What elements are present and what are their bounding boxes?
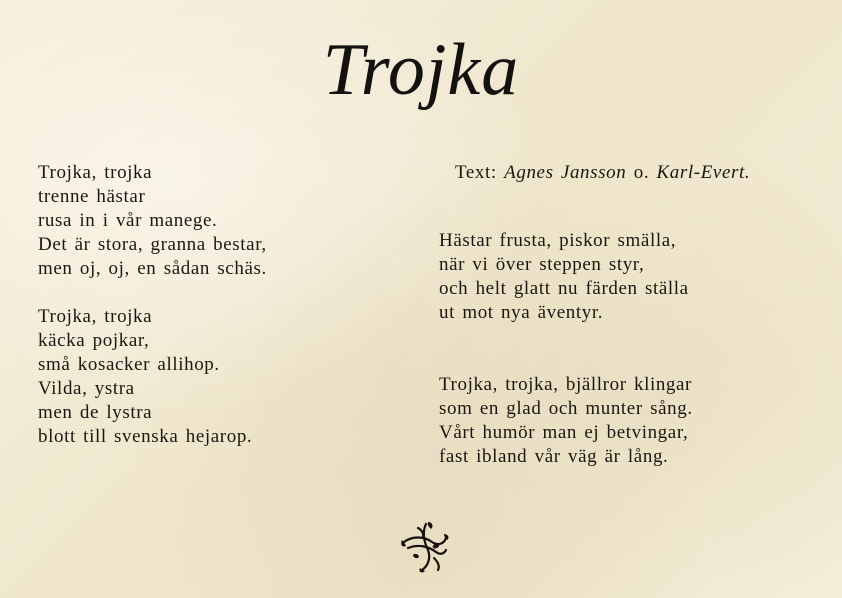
- stanza-3: [439, 229, 819, 325]
- stanza-1: [38, 161, 398, 281]
- verse-line: små kosacker allihop.: [38, 354, 220, 375]
- verse-line: rusa in i vår manege.: [38, 210, 218, 231]
- lyrics-credit: [455, 161, 835, 185]
- credit-conjunction: o.: [633, 162, 650, 183]
- verse-line: fast ibland vår väg är lång.: [439, 446, 669, 467]
- verse-line: och helt glatt nu färden ställa: [439, 278, 689, 299]
- verse-line: Trojka, trojka: [38, 306, 153, 327]
- verse-line: men oj, oj, en sådan schäs.: [38, 258, 267, 279]
- verse-line: ut mot nya äventyr.: [439, 302, 604, 323]
- stanza-4: [439, 373, 819, 469]
- page-title: Trojka: [322, 29, 520, 111]
- verse-line: Vilda, ystra: [38, 378, 135, 399]
- verse-line: Trojka, trojka: [38, 162, 153, 183]
- verse-line: käcka pojkar,: [38, 330, 150, 351]
- credit-author-2: Karl-Evert.: [656, 162, 751, 183]
- stanza-2: [38, 305, 398, 449]
- credit-author-1: Agnes Jansson: [504, 162, 627, 183]
- verse-line: när vi över steppen styr,: [439, 254, 645, 275]
- credit-prefix: Text:: [455, 162, 497, 183]
- verse-line: trenne hästar: [38, 186, 146, 207]
- verse-line: som en glad och munter sång.: [439, 398, 693, 419]
- verse-line: blott till svenska hejarop.: [38, 426, 253, 447]
- verse-line: Hästar frusta, piskor smälla,: [439, 230, 677, 251]
- verse-line: men de lystra: [38, 402, 153, 423]
- verse-line: Vårt humör man ej betvingar,: [439, 422, 689, 443]
- verse-line: Det är stora, granna bestar,: [38, 234, 267, 255]
- right-column: [439, 229, 819, 493]
- floral-ornament-icon: [398, 518, 452, 574]
- verse-line: Trojka, trojka, bjällror klingar: [439, 374, 692, 395]
- left-column: [38, 161, 398, 473]
